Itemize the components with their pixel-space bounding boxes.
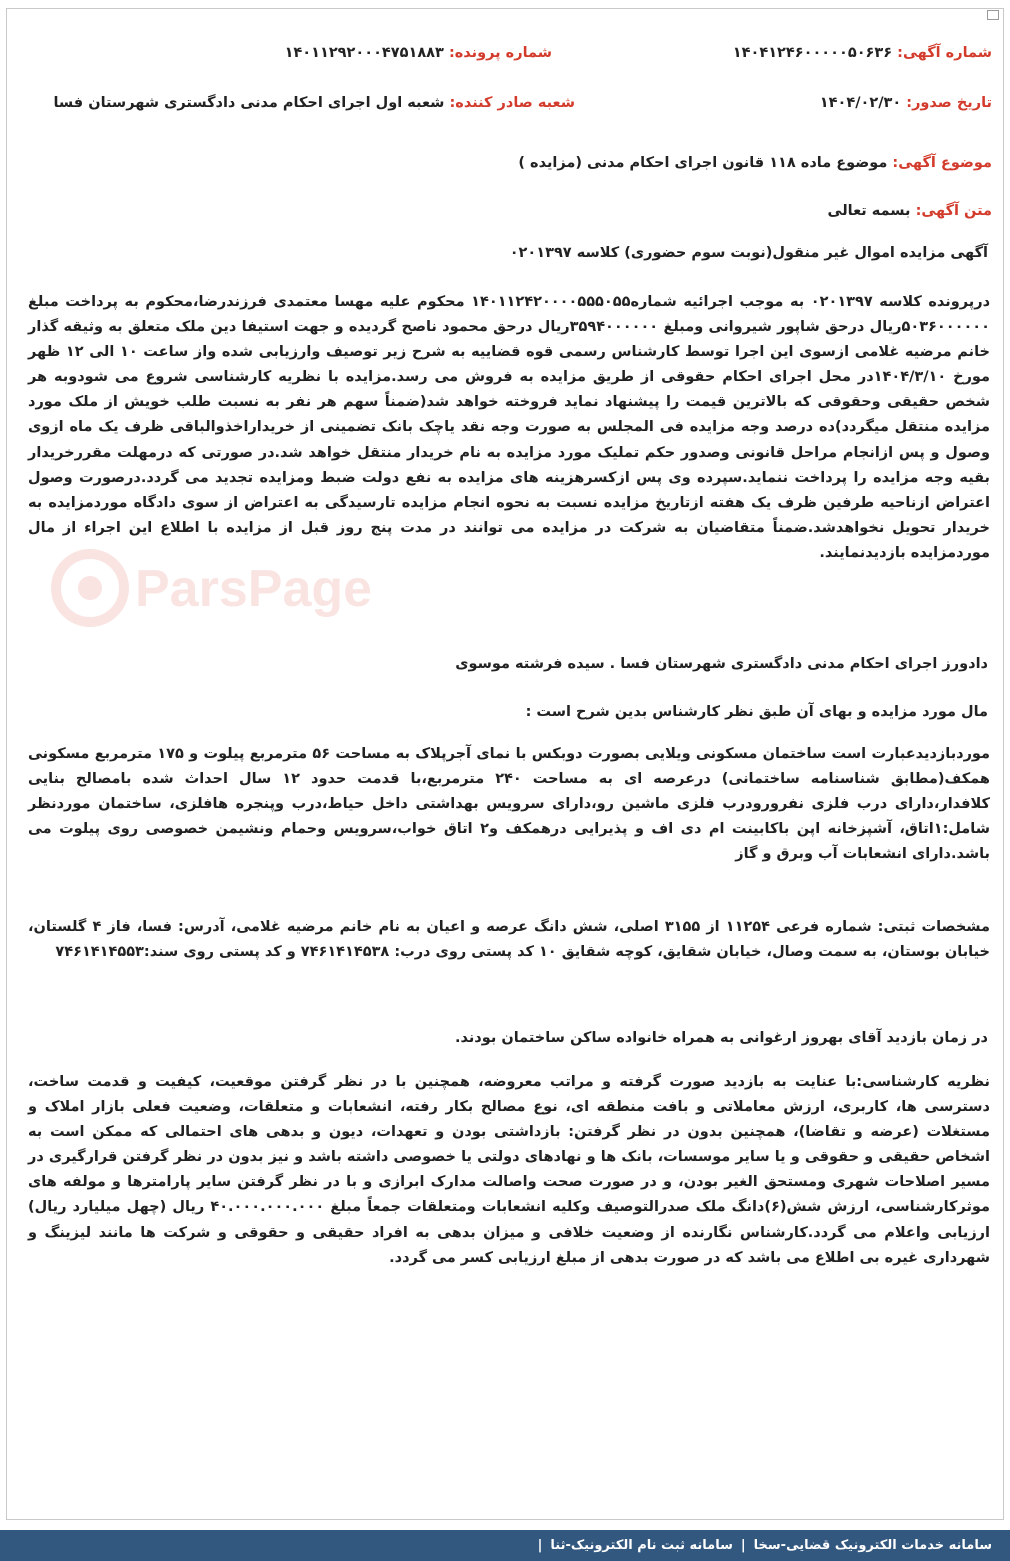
issuer-label: شعبه صادر کننده: <box>449 95 575 111</box>
subject-value: موضوع ماده ۱۱۸ قانون اجرای احکام مدنی (مزایده ) <box>518 155 888 171</box>
visit-note: در زمان بازدید آقای بهروز ارغوانی به همراه خانواده ساکن ساختمان بودند. <box>454 1030 988 1046</box>
footer-separator-end: | <box>537 1538 543 1553</box>
paragraph-expert-opinion: نظریه کارشناسی:با عنایت به بازدید صورت گرفته و مراتب معروضه، همچنین با در نظر گرفتن موقعیت، کیفیت و قدمت ساخت، دسترسی ها، کاربری، ارزش معاملاتی و بافت منطقه ای، نوع مصالح بکار رفته، انشعابات و متعلقات، وضعیت فعلی بازار املاک و مستغلات (عرضه و تقاضا)، همچنین بدون در نظر گرفتن: بازداشتی بودن و تعهدات، دیون و بدهی های احتمالی که ممکن است به اشخاص حقیقی و حقوقی و یا سایر موسسات، بانک ها و نهادهای دولتی یا خصوصی داشته باشد و نیز بدون در نظر گرفتن قرارگیری در مسیر اصلاحات شهری ومستحق الغیر بودن، و در صورت صحت واصالت مدارک ابرازی و با در نظر گرفتن سایر پارامترها و مولفه های موثرکارشناسی، ارزش شش(۶)دانگ ملک صدرالتوصیف وکلیه انشعابات ومتعلقات جمعاً مبلغ ۴۰.۰۰۰.۰۰۰.۰۰۰ ریال (چهل میلیارد ریال) ارزیابی واعلام می گردد.کارشناس نگارنده از وضعیت خلافی و میزان بدهی به افراد حقیقی و حقوقی و شرکت ها مانند لیزینگ و شهرداری غیره بی اطلاع می باشد که در صورت بدهی از مبلغ ارزیابی کسر می گردد. <box>28 1074 991 1266</box>
subject-label: موضوع آگهی: <box>892 155 992 171</box>
body-heading <box>828 203 992 219</box>
ad-number-value: ۱۴۰۴۱۲۴۶۰۰۰۰۰۵۰۶۳۶ <box>732 45 893 61</box>
paragraph-main: درپرونده کلاسه ۰۲۰۱۳۹۷ به موجب اجرائیه شماره۱۴۰۱۱۲۴۲۰۰۰۰۵۵۵۰۵۵ محکوم علیه مهسا معتمدی فرزندرضا،محکوم به پرداخت مبلغ ۵۰۳۶۰۰۰۰۰۰ریال درحق شاپور شیروانی ومبلغ ۳۵۹۴۰۰۰۰۰۰ریال درحق محمود ناصح گردیده و جهت استیفا دین ملک متعلق به وثیقه گذار خانم مرضیه غلامی ازسوی این اجرا توسط کارشناس رسمی قوه قضاییه به شرح زیر توصیف وارزیابی شده واز ساعت ۱۰ الی ۱۲ ظهر مورخ ۱۴۰۴/۳/۱۰در محل اجرای احکام حقوقی از طریق مزایده به فروش می رسد.مزایده با نظریه کارشناسی شروع می شودوبه هر شخص حقیقی وحقوقی که بالاترین قیمت را پیشنهاد نماید فروخته خواهد شد(ضمناً سهم هر نفر به نسبت طلب خویش از ملک مورد مزایده منتقل میگردد)ده درصد وجه مزایده فی المجلس به صورت وجه نقد یاچک بانک تضمینی از خریداراخذوالباقی ظرف یک ماه ازوی وصول و پس ازانجام مراحل قانونی وصدور حکم تملیک مورد مزایده به نام خریدار منتقل خواهد شد.در صورتی که درمهلت مقررخریدار بقیه وجه مزایده را پرداخت ننماید.سپرده وی پس ازکسرهزینه های مزایده به نفع دولت ضبط ومزایده تجدید می گردد.درصورت وصول اعتراض ازناحیه طرفین ظرف یک هفته ازتاریخ مزایده نسبت به نحوه انجام مزایده تارسیدگی به اعتراض از سوی دادگاه موردمزایده به خریدار تحویل نخواهدشد.ضمناً متقاضیان به شرکت در مزایده می توانند در مدت پنج روز قبل از مزایده با اطلاع این اجراء از مال موردمزایده بازدیدنمایند. <box>28 294 991 561</box>
checkbox-icon <box>987 10 999 20</box>
footer-separator: | <box>740 1538 746 1553</box>
case-number-value: ۱۴۰۱۱۲۹۲۰۰۰۴۷۵۱۸۸۳ <box>284 45 444 61</box>
case-number-label: شماره پرونده: <box>448 45 552 61</box>
intro-line: مال مورد مزایده و بهای آن طبق نظر کارشناس بدین شرح است : <box>525 704 988 720</box>
case-number <box>285 45 552 61</box>
body-heading-text: بسمه تعالی <box>827 203 911 219</box>
issue-date-value: ۱۴۰۴/۰۲/۳۰ <box>819 95 902 111</box>
paragraph-description: موردبازدیدعبارت است ساختمان مسکونی ویلایی بصورت دوبکس با نمای آجرپلاک به مساحت ۵۶ مترمربع پیلوت و ۱۷۵ مترمربع مسکونی همکف(مطابق شناسنامه ساختمانی) درعرصه ای به مساحت ۲۴۰ مترمربع،با قدمت حدود ۱۲ سال احداث شده بامصالح بنایی کلافدار،دارای درب فلزی نفرورودرب فلزی ماشین رو،دارای سرویس بهداشتی داخل حیاط،درب وپنجره هافلزی، ساختمان موردنظر شامل:۱اتاق، آشپزخانه اپن باکابینت ام دی اف و پذیرایی درهمکف و۲ اتاق خواب،سرویس وحمام ونشیمن خصوصی روی پیلوت می باشد.دارای انشعابات آب وبرق و گاز <box>28 746 991 863</box>
ad-number-label: شماره آگهی: <box>897 45 992 61</box>
subject <box>518 155 992 171</box>
ad-number <box>733 45 992 61</box>
signer-line: دادورز اجرای احکام مدنی دادگستری شهرستان فسا . سیده فرشته موسوی <box>455 656 988 672</box>
footer-bar <box>0 1530 1010 1561</box>
issuer-value: شعبه اول اجرای احکام مدنی دادگستری شهرستان فسا <box>53 95 445 111</box>
paragraph-registration: مشخصات ثبتی: شماره فرعی ۱۱۲۵۴ از ۳۱۵۵ اصلی، شش دانگ عرصه و اعیان به نام خانم مرضیه غلامی، آدرس: فسا، فاز ۴ گلستان، خیابان بوستان، به سمت وصال، خیابان شقایق، کوچه شقایق ۱۰ کد پستی روی درب: ۷۴۶۱۴۱۴۵۳۸ و کد پستی روی سند:۷۴۶۱۴۱۴۵۵۳ <box>28 919 991 961</box>
issue-date-label: تاریخ صدور: <box>906 95 992 111</box>
issue-date <box>820 95 992 111</box>
issuer <box>53 95 575 111</box>
body-label: متن آگهی: <box>915 203 992 219</box>
sana-link[interactable]: سامانه ثبت نام الکترونیک-ثنا <box>550 1538 733 1553</box>
notice-title: آگهی مزایده اموال غیر منقول(نوبت سوم حضوری) کلاسه ۰۲۰۱۳۹۷ <box>509 245 988 261</box>
sakha-link[interactable]: سامانه خدمات الکترونیک قضایی-سخا <box>753 1538 992 1553</box>
